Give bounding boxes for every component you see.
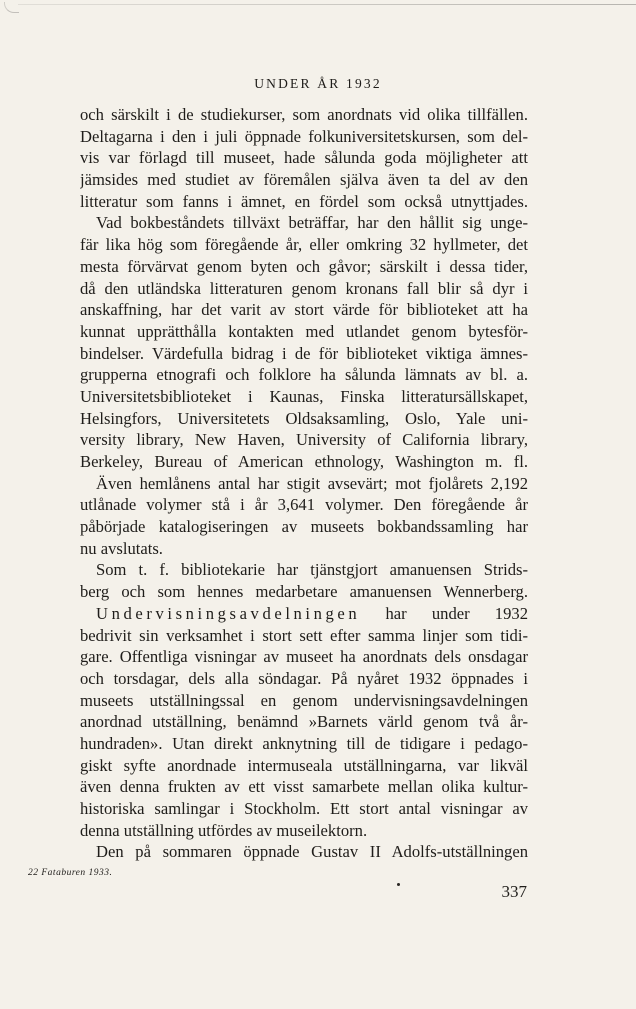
text-line: anordnad utställning, benämnd »Barnets värld genom två år-	[80, 712, 528, 732]
signature-footnote: 22 Fataburen 1933.	[28, 868, 113, 878]
text-line: litteratur som fanns i ämnet, en fördel som också utnyttjades.	[80, 191, 528, 211]
text-line: då den utländska litteraturen genom kronans fall blir så dyr i	[80, 278, 528, 298]
text-line: Som t. f. bibliotekarie har tjänstgjort amanuensen Strids-	[96, 560, 528, 580]
text-line: Vad bokbeståndets tillväxt beträffar, har den hållit sig unge-	[96, 213, 528, 233]
text-line: berg och som hennes medarbetare amanuensen Wennerberg.	[80, 582, 528, 602]
text-line: bedrivit sin verksamhet i stort sett efter samma linjer som tidi-	[80, 625, 528, 645]
text-line: kunnat upprätthålla kontakten med utlandet genom bytesför-	[80, 321, 528, 341]
text-line: vis var förlagd till museet, hade sålunda goda möjligheter att	[80, 148, 528, 168]
text-line: Berkeley, Bureau of American ethnology, Washington m. fl.	[80, 452, 528, 471]
text-line: jämsides med studiet av föremålen själva även ta del av den	[80, 170, 528, 190]
page-top-edge	[18, 4, 636, 5]
text-line: Den på sommaren öppnade Gustav II Adolfs-utställningen	[96, 842, 528, 862]
text-line: påbörjade katalogiseringen av museets bokbandssamling har	[80, 517, 528, 537]
text-line: grupperna etnografi och folklore ha sålunda lämnats av bl. a.	[80, 365, 528, 385]
text-line: och särskilt i de studiekurser, som anordnats vid olika tillfällen.	[80, 105, 528, 124]
text-line: bindelser. Värdefulla bidrag i de för biblioteket viktiga ämnes-	[80, 343, 528, 363]
text-line: utlånade volymer stå i år 3,641 volymer. Den föregående år	[80, 495, 528, 515]
text-line: hundraden». Utan direkt anknytning till de tidigare i pedago-	[80, 733, 528, 753]
text-line: historiska samlingar i Stockholm. Ett stort antal visningar av	[80, 799, 528, 818]
text-line: gare. Offentliga visningar av museet ha anordnats dels onsdagar	[80, 647, 528, 667]
text-line: museets utställningssal en genom undervisningsavdelningen	[80, 690, 528, 710]
print-dot	[397, 883, 400, 886]
text-line: mesta förvärvat genom byten och gåvor; särskilt i dessa tider,	[80, 256, 528, 276]
text-line: anskaffning, har det varit av stort värde för biblioteket att ha	[80, 300, 528, 320]
running-head: UNDER ÅR 1932	[254, 76, 382, 91]
text-line: nu avslutats.	[80, 538, 163, 558]
text-line: denna utställning utfördes av museilektorn.	[80, 820, 368, 840]
text-line: Universitetsbiblioteket i Kaunas, Finska litteratursällskapet,	[80, 386, 528, 406]
text-line: Helsingfors, Universitetets Oldsaksamling, Oslo, Yale uni-	[80, 408, 528, 428]
text-line: även denna frukten av ett visst samarbete mellan olika kultur-	[80, 777, 528, 797]
body-text	[80, 104, 528, 863]
text-line: giskt syfte anordnade intermuseala utställningarna, var likväl	[80, 755, 528, 775]
section-heading-word: Undervisningsavdelningen	[96, 603, 361, 623]
text-line: Undervisningsavdelningen har under 1932	[96, 603, 528, 623]
text-line: versity library, New Haven, University of California library,	[80, 430, 528, 450]
page-corner-mark	[4, 2, 19, 13]
text-line: och torsdagar, dels alla söndagar. På nyåret 1932 öppnades i	[80, 668, 528, 688]
text-line: fär lika hög som föregående år, eller omkring 32 hyllmeter, det	[80, 235, 528, 255]
text-line: Deltagarna i den i juli öppnade folkuniversitetskursen, som del-	[80, 126, 528, 146]
text-line: Även hemlånens antal har stigit avsevärt; mot fjolårets 2,192	[96, 473, 528, 493]
page-number: 337	[501, 882, 527, 901]
